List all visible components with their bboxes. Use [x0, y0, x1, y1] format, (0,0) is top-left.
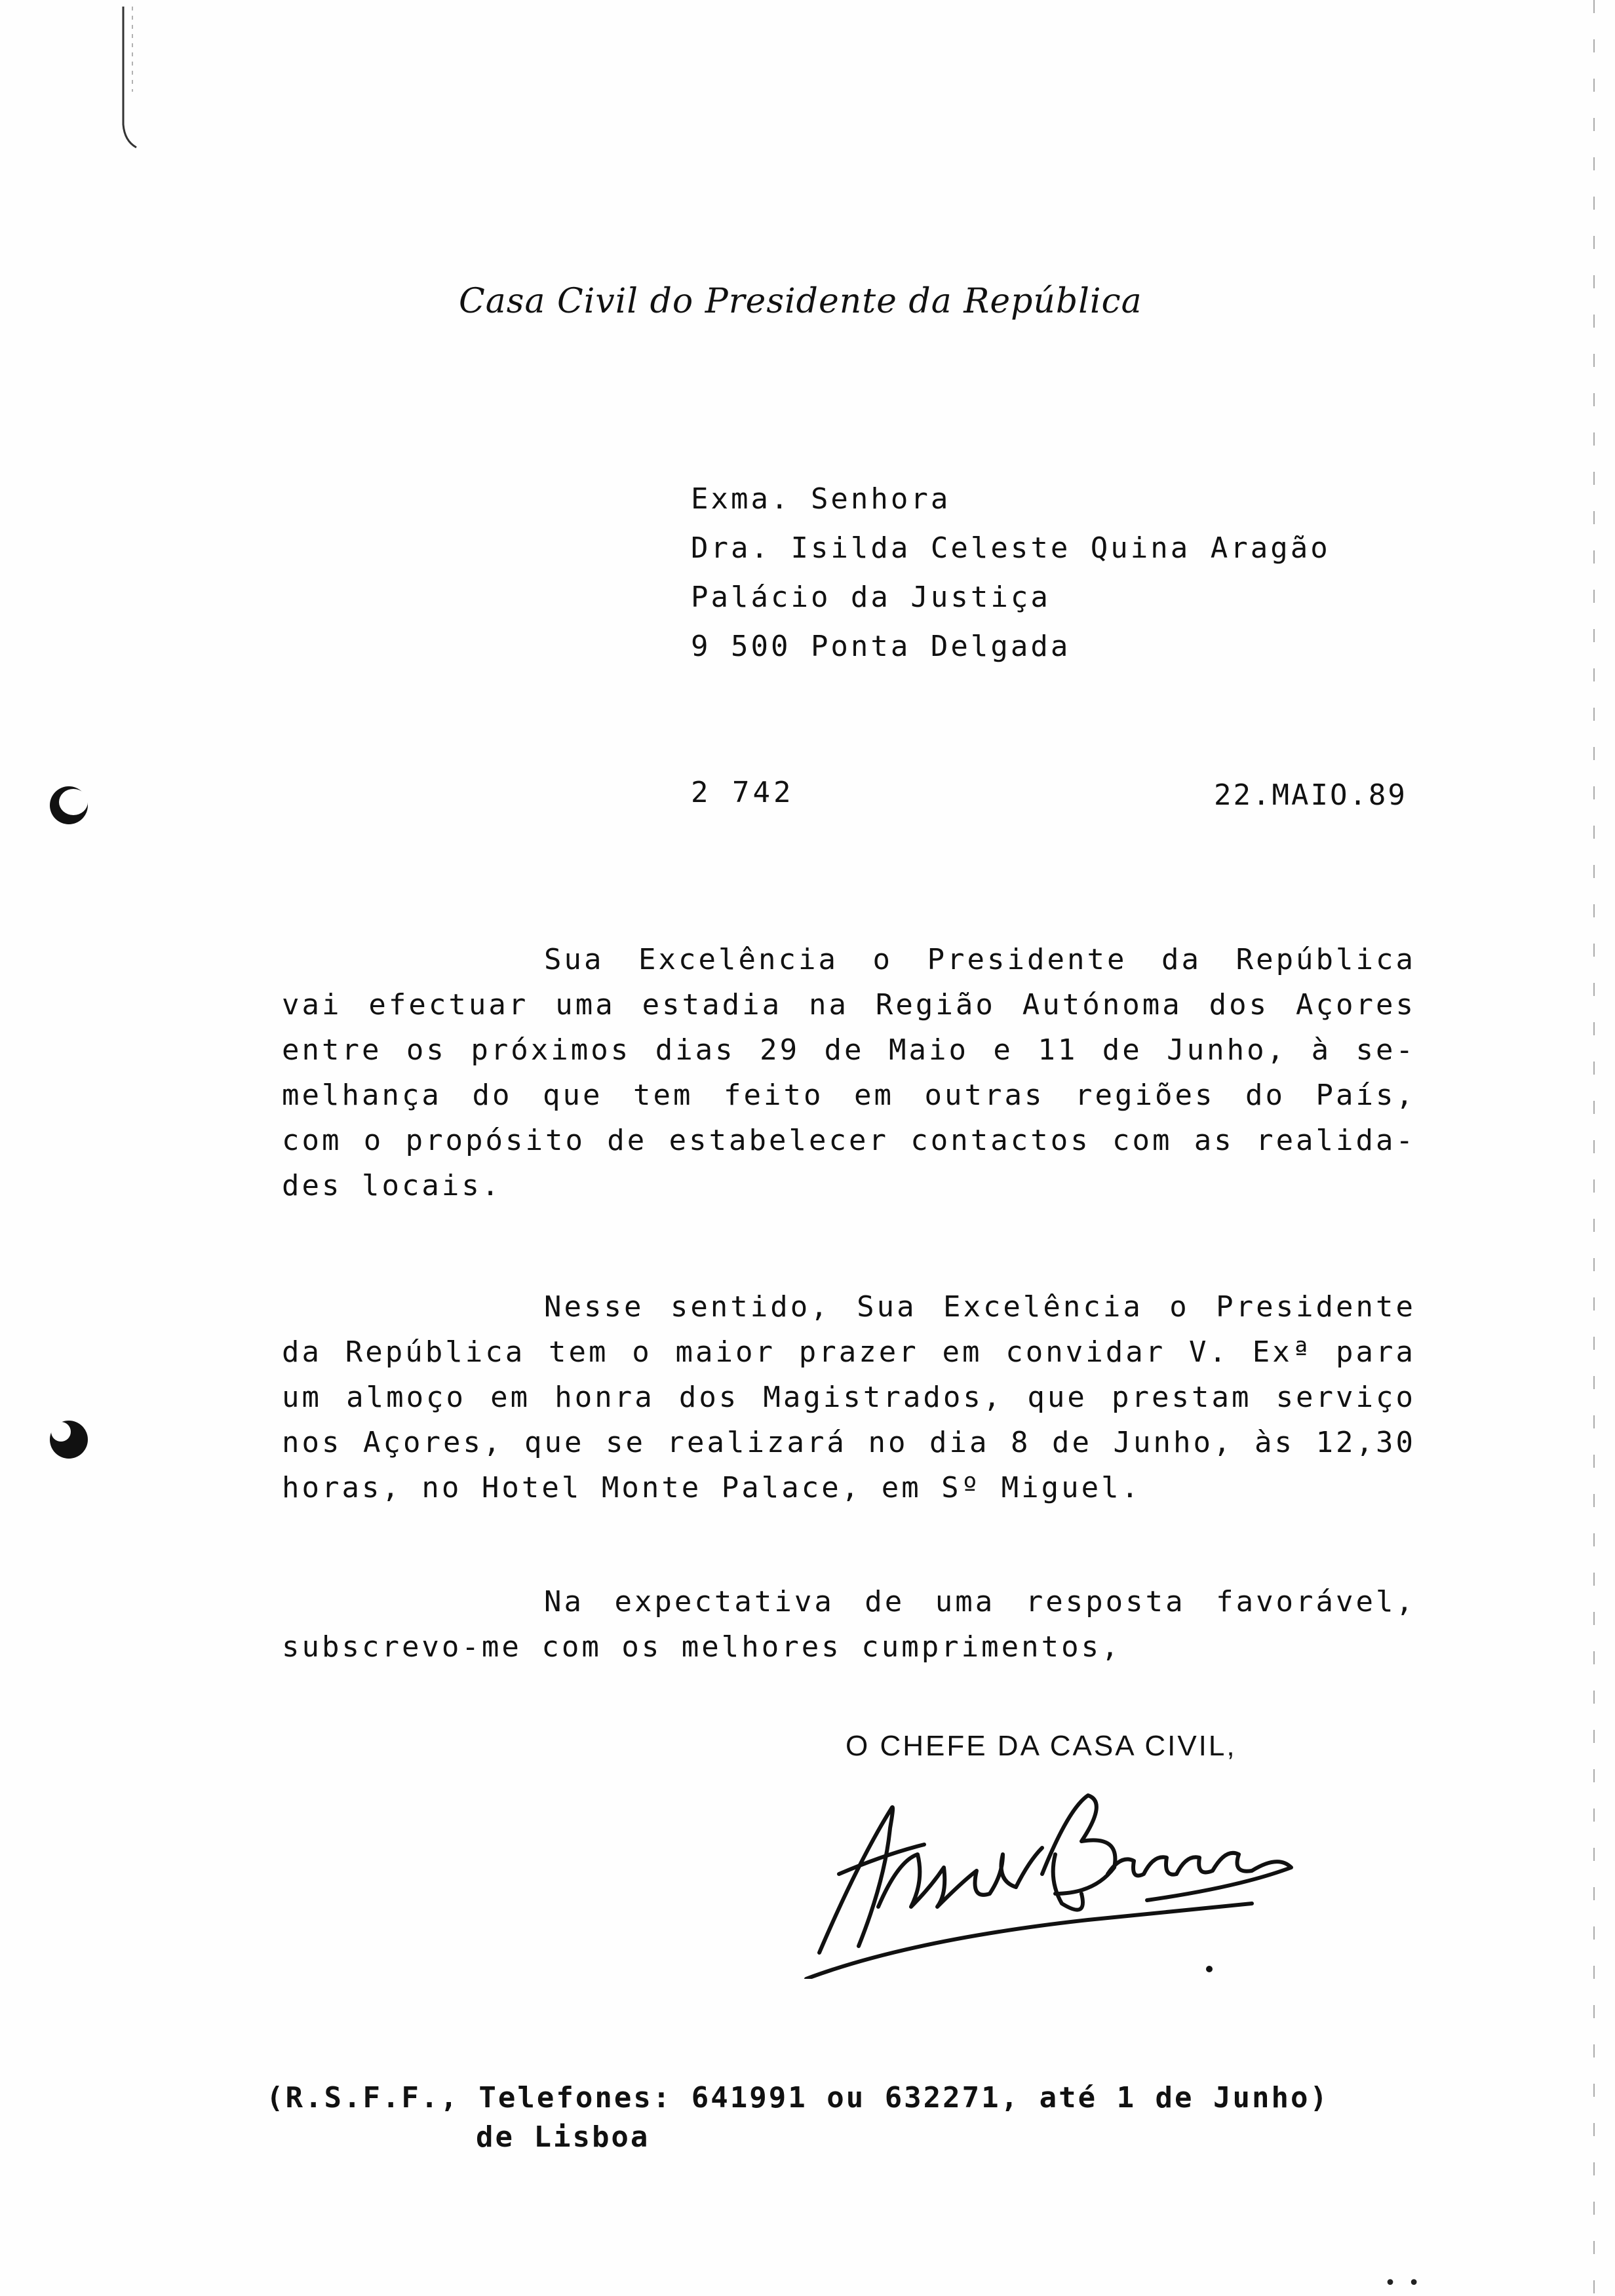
paragraph-line: melhança do que tem feito em outras regiões do País, [282, 1079, 1416, 1112]
punch-hole-top [50, 786, 88, 824]
scan-dots: • • [1384, 2272, 1420, 2295]
paragraph-line: des locais. [282, 1169, 502, 1202]
paragraph-line: subscrevo-me com os melhores cumprimentos, [282, 1630, 1121, 1664]
paragraph-line: nos Açores, que se realizará no dia 8 de Junho, às 12,30 [282, 1426, 1416, 1459]
paragraph-line: Na expectativa de uma resposta favorável, [544, 1585, 1416, 1618]
footer-note [266, 2078, 1329, 2157]
fold-mark [118, 0, 138, 151]
reference-number: 2 742 [691, 776, 794, 809]
paragraph-line: com o propósito de estabelecer contactos com as realida- [282, 1124, 1416, 1157]
footer-phones: (R.S.F.F., Telefones: 641991 ou 632271, até 1 de Junho) [266, 2081, 1329, 2114]
paragraph-line: horas, no Hotel Monte Palace, em Sº Miguel. [282, 1471, 1142, 1504]
closing-title: O CHEFE DA CASA CIVIL, [846, 1730, 1237, 1762]
addressee-city: 9 500 Ponta Delgada [691, 630, 1071, 663]
addressee-salutation: Exma. Senhora [691, 482, 951, 516]
paragraph-line: Sua Excelência o Presidente da República [544, 943, 1416, 976]
addressee-institution: Palácio da Justiça [691, 581, 1051, 614]
addressee-name: Dra. Isilda Celeste Quina Aragão [691, 531, 1331, 565]
paragraph-1 [282, 937, 1416, 1208]
addressee-block [691, 474, 1331, 671]
paragraph-line: Nesse sentido, Sua Excelência o Presidente [544, 1290, 1416, 1324]
paragraph-line: vai efectuar uma estadia na Região Autónoma dos Açores [282, 988, 1416, 1022]
page-edge-line [1593, 0, 1595, 2296]
paragraph-2 [282, 1284, 1416, 1510]
paragraph-3 [282, 1579, 1416, 1670]
paragraph-line: um almoço em honra dos Magistrados, que prestam serviço [282, 1381, 1416, 1414]
letter-date: 22.MAIO.89 [1214, 778, 1407, 812]
paragraph-line: entre os próximos dias 29 de Maio e 11 de Junho, à se- [282, 1033, 1416, 1067]
footer-city: de Lisboa [476, 2120, 650, 2154]
punch-hole-bottom [50, 1421, 88, 1459]
letterhead: Casa Civil do Presidente da República [459, 282, 1142, 321]
paragraph-line: da República tem o maior prazer em convidar V. Exª para [282, 1335, 1416, 1369]
signature [780, 1782, 1304, 1979]
